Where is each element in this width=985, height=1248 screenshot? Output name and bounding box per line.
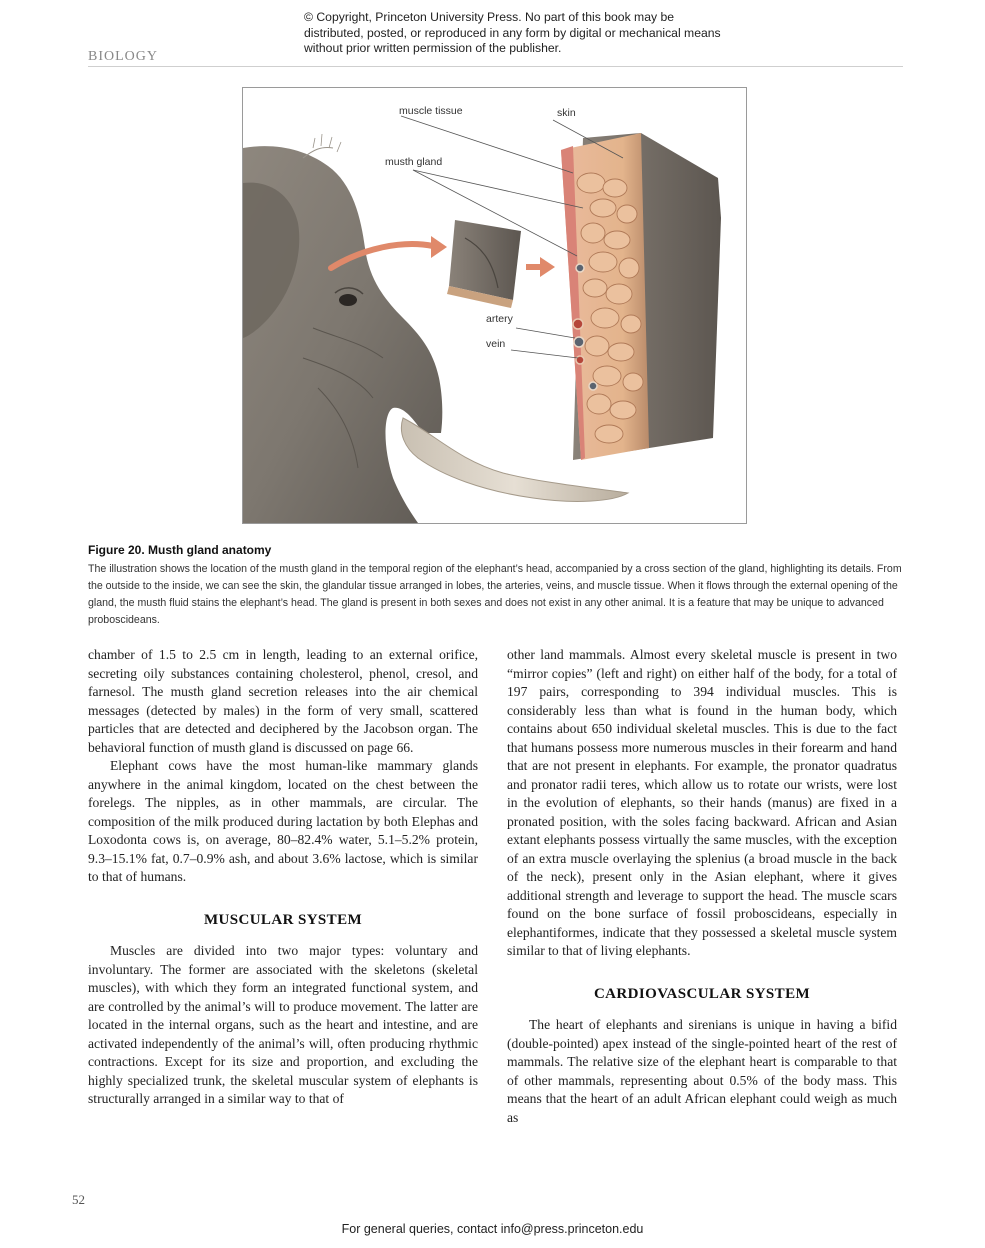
zoom-arrow <box>526 264 542 270</box>
label-artery: artery <box>486 313 513 325</box>
figure-caption <box>88 543 903 629</box>
footer-contact: For general queries, contact info@press.princeton.edu <box>341 1222 644 1236</box>
heading-muscular-system: MUSCULAR SYSTEM <box>203 911 363 928</box>
caption-title: Figure 20. Musth gland anatomy <box>88 543 272 557</box>
right-paragraph-2: The heart of elephants and sirenians is unique in having a bifid (double-pointed) apex instead of the single-pointed heart of the rest of mammals. The relative size of the elephant heart is comparable to that of other mammals, representing about 0.5% of the body mass. This means that the heart of an adult African elephant could weigh as much as <box>507 1017 897 1125</box>
page-number: 52 <box>72 1192 85 1207</box>
label-vein: vein <box>486 338 506 350</box>
left-column <box>88 646 478 1109</box>
right-paragraph-1: other land mammals. Almost every skeletal muscle is present in two “mirror copies” (left and right) on either half of the body, for a total of 197 pairs, corresponding to 394 individual muscles. This is considerably less than what is found in the human body, which contains about 650 individual skeletal muscles. This is due to the fact that humans possess more numerous muscles in their forearm and hand that are not present in elephants. For example, the pronator quadratus and pronator radii teres, which allow us to rotate our wrists, were lost in the evolution of elephants, so their hands (manus) are fixed in a pronated position, with the soles facing backward. African and Asian extant elephants possess virtually the same muscles, with the exception of an extra muscle overlaying the splenius (a broad muscle in the back of the neck), present only in the Asian elephant, where it gives additional strength and leverage to support the head. The muscle scars found on the bone surface of fossil proboscideans, especially in elephantiformes, indicate that they possessed a skeletal muscle system similar to that of living elephants. <box>507 647 897 958</box>
copyright-notice: © Copyright, Princeton University Press. No part of this book may be distributed, posted, or reproduced in any form by digital or mechanical means without prior written permission of the publisher. <box>304 10 721 55</box>
left-paragraph-1: chamber of 1.5 to 2.5 cm in length, leading to an external orifice, secreting oily substances containing cholesterol, phenol, cresol, and farnesol. The musth gland secretion releases into the air chemical messages (detected by males) in the form of very small, scattered particles that are detected and deciphered by the Jacobson organ. The behavioral function of musth gland is discussed on page 66. <box>88 647 478 755</box>
right-column <box>507 646 897 1127</box>
label-musth-gland: musth gland <box>385 156 443 168</box>
left-paragraph-2: Elephant cows have the most human-like mammary glands anywhere in the animal kingdom, located on the chest between the forelegs. The nipples, as in other mammals, are circular. The composition of the milk produced during lactation by both Elephas and Loxodonta cows is, on average, 80–82.4% water, 5.1–5.2% protein, 9.3–15.1% fat, 0.7–0.9% ash, and about 3.6% lactose, which is similar to that of humans. <box>88 758 478 884</box>
musth-gland-illustration <box>243 88 746 523</box>
heading-cardiovascular-system: CARDIOVASCULAR SYSTEM <box>593 985 811 1002</box>
header-rule <box>88 66 903 67</box>
figure-illustration <box>242 87 747 524</box>
label-skin: skin <box>557 107 576 119</box>
running-head: BIOLOGY <box>88 49 158 64</box>
left-paragraph-3: Muscles are divided into two major types: voluntary and involuntary. The former are associated with the skeletons (skeletal muscles), with which they form an integrated functional system, and are controlled by the animal’s will to produce movement. The latter are located in the internal organs, such as the heart and intestine, and are activated independently of the animal’s will, often producing rhythmic contractions. Except for its size and proportion, and excluding the highly specialized trunk, the skeletal muscular system of elephants is structurally arranged in a similar way to that of <box>88 943 478 1106</box>
elephant-head <box>243 134 442 523</box>
label-muscle-tissue: muscle tissue <box>399 105 463 117</box>
small-tissue-block <box>447 220 521 308</box>
caption-text: The illustration shows the location of the musth gland in the temporal region of the elephant’s head, accompanied by a cross section of the gland, highlighting its details. From the outside to the inside, we can see the skin, the glandular tissue arranged in lobes, the arteries, veins, and muscle tissue. When it flows through the external opening of the gland, the musth fluid stains the elephant’s head. The gland is present in both sexes and does not exist in any other animal. It is a feature that may be unique to advanced proboscideans. <box>88 563 902 626</box>
gland-cross-section <box>561 133 721 460</box>
